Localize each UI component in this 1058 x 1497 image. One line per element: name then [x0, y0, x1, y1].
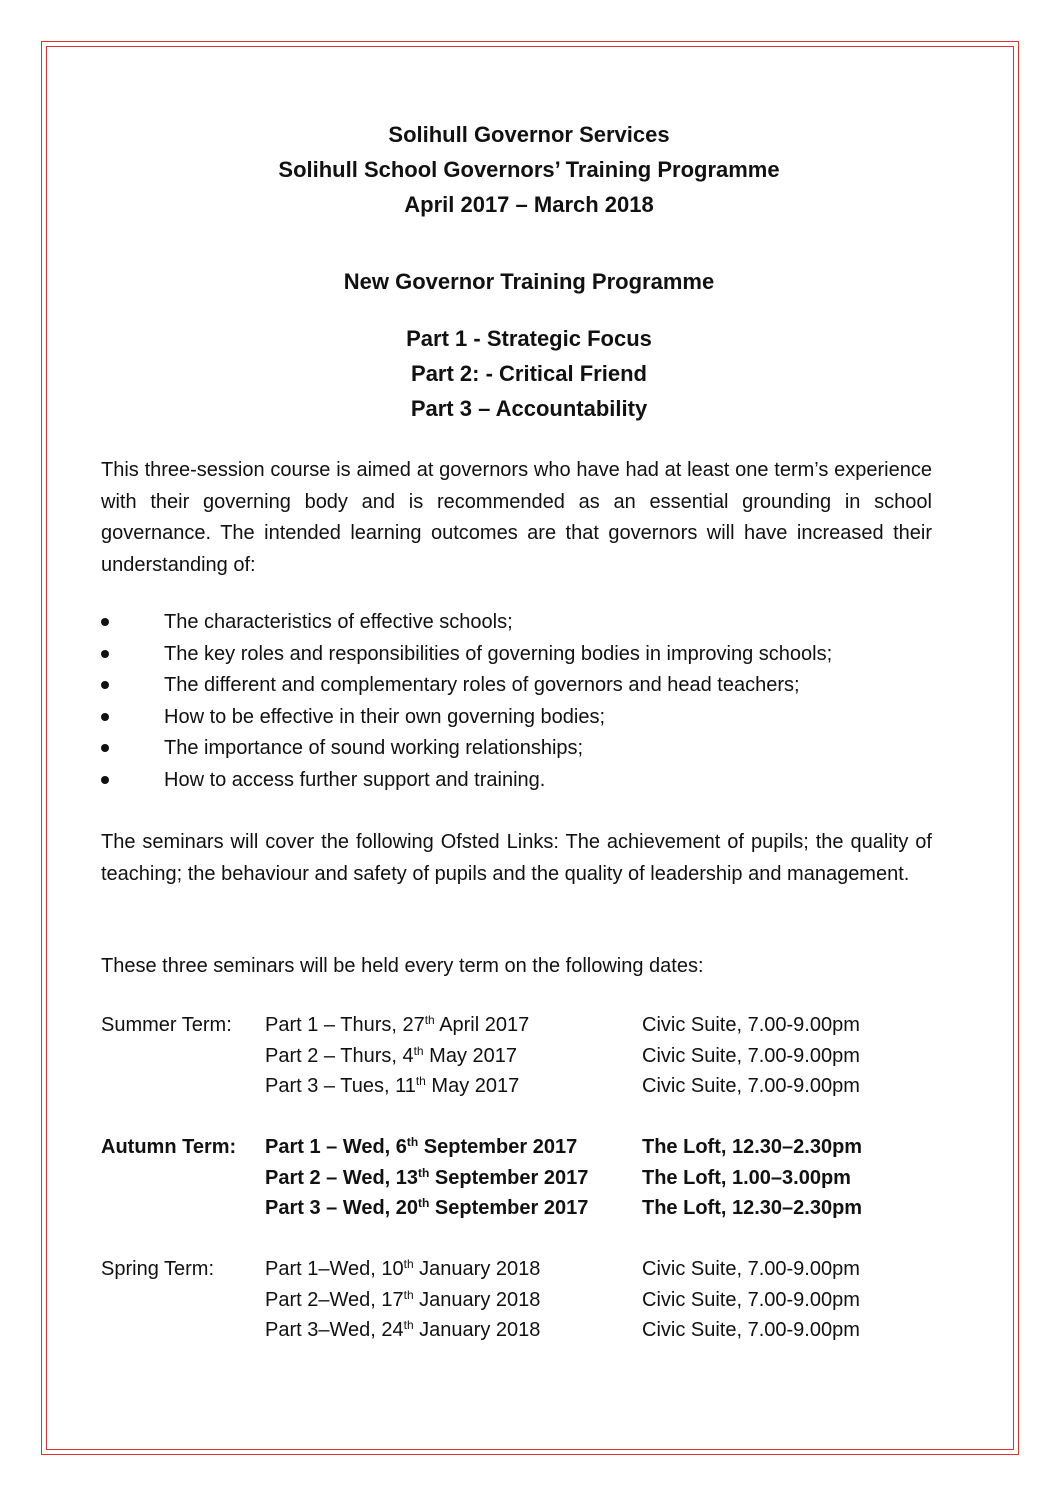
- session-date: Part 2 – Thurs, 4th May 2017: [265, 1043, 517, 1067]
- session-venue: The Loft, 1.00–3.00pm: [642, 1166, 851, 1189]
- list-item: [101, 765, 1001, 797]
- list-item: [101, 607, 1001, 639]
- schedule-row: [101, 1071, 951, 1102]
- term-label: Autumn Term:: [101, 1136, 237, 1158]
- bullet-icon: [101, 618, 109, 626]
- title-period: April 2017 – March 2018: [404, 192, 654, 217]
- session-venue: Civic Suite, 7.00-9.00pm: [642, 1014, 860, 1036]
- session-date: Part 2 – Wed, 13th September 2017: [265, 1165, 589, 1189]
- term-label: Summer Term:: [101, 1014, 232, 1036]
- part-title: Part 1 - Strategic Focus: [406, 326, 652, 351]
- bullet-icon: [101, 744, 109, 752]
- session-date: Part 3–Wed, 24th January 2018: [265, 1317, 541, 1341]
- title-programme: Solihull School Governors’ Training Programme: [278, 157, 780, 182]
- session-venue: Civic Suite, 7.00-9.00pm: [642, 1075, 860, 1097]
- session-date: Part 3 – Tues, 11th May 2017: [265, 1073, 520, 1097]
- list-item-text: The different and complementary roles of governors and head teachers;: [164, 674, 800, 696]
- ofsted-paragraph: The seminars will cover the following Ofsted Links: The achievement of pupils; the quality of teaching; the behaviour and safety of pupils and the quality of leadership and management.: [101, 831, 932, 885]
- session-venue: Civic Suite, 7.00-9.00pm: [642, 1044, 860, 1067]
- session-venue: Civic Suite, 7.00-9.00pm: [642, 1288, 860, 1311]
- session-venue: The Loft, 12.30–2.30pm: [642, 1197, 863, 1219]
- session-venue: Civic Suite, 7.00-9.00pm: [642, 1319, 860, 1341]
- document-title: [0, 117, 1058, 222]
- list-item: [101, 733, 1001, 765]
- session-date: Part 1 – Thurs, 27th April 2017: [265, 1012, 530, 1036]
- bullet-icon: [101, 713, 109, 721]
- intro-paragraph: This three-session course is aimed at governors who have had at least one term’s experience with their governing body and is recommended as an essential grounding in school governance. The intended learning outcomes are that governors will have increased their understanding of:: [101, 459, 932, 576]
- schedule-row: [101, 1315, 951, 1346]
- schedule-row: [101, 1041, 951, 1072]
- schedule-row: [101, 1163, 951, 1194]
- list-item-text: The characteristics of effective schools;: [164, 611, 513, 633]
- parts-heading: [0, 321, 1058, 426]
- session-venue: Civic Suite, 7.00-9.00pm: [642, 1258, 860, 1280]
- part-title: Part 3 – Accountability: [410, 396, 648, 421]
- schedule-table: [101, 1010, 951, 1346]
- bullet-icon: [101, 650, 109, 658]
- session-date: Part 2–Wed, 17th January 2018: [265, 1287, 541, 1311]
- schedule-row: [101, 1254, 951, 1285]
- term-label: Spring Term:: [101, 1258, 215, 1280]
- session-date: Part 1–Wed, 10th January 2018: [265, 1256, 541, 1280]
- list-item: [101, 702, 1001, 734]
- bullet-icon: [101, 776, 109, 784]
- part-title: Part 2: - Critical Friend: [411, 361, 647, 386]
- session-date: Part 1 – Wed, 6th September 2017: [265, 1134, 578, 1158]
- list-item-text: How to access further support and training.: [164, 768, 546, 791]
- list-item-text: How to be effective in their own governing bodies;: [164, 705, 606, 728]
- outcomes-list: [101, 607, 1001, 796]
- schedule-row: [101, 1010, 951, 1041]
- title-organisation: Solihull Governor Services: [388, 122, 670, 147]
- session-date: Part 3 – Wed, 20th September 2017: [265, 1195, 589, 1219]
- subheading: New Governor Training Programme: [343, 269, 715, 294]
- list-item-text: The key roles and responsibilities of governing bodies in improving schools;: [164, 642, 833, 665]
- list-item: [101, 670, 1001, 702]
- schedule-row: [101, 1132, 951, 1163]
- bullet-icon: [101, 681, 109, 689]
- list-item: [101, 639, 1001, 671]
- section-heading: [0, 264, 1058, 299]
- schedule-row: [101, 1285, 951, 1316]
- session-venue: The Loft, 12.30–2.30pm: [642, 1136, 863, 1158]
- list-item-text: The importance of sound working relationships;: [164, 737, 584, 759]
- dates-intro: These three seminars will be held every term on the following dates:: [101, 955, 704, 977]
- schedule-row: [101, 1193, 951, 1224]
